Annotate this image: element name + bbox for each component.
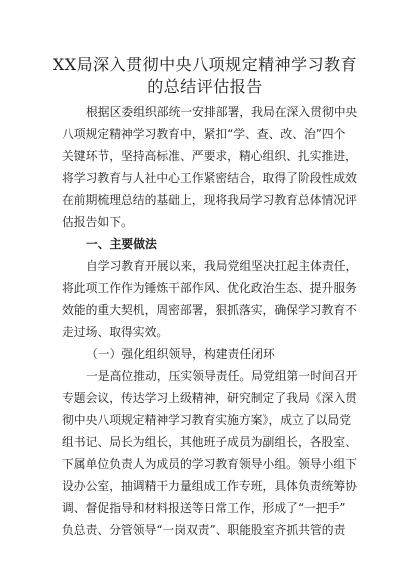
document-title-line-1: XX局深入贯彻中央八项规定精神学习教育 [52, 55, 358, 74]
body-line: 将此项工作作为锤炼干部作风、优化政治生态、提升服务 [62, 281, 357, 295]
subsection-heading: （一）强化组织领导，构建责任闭环 [86, 347, 275, 361]
body-line: 下属单位负责人为成员的学习教育领导小组。领导小组下 [62, 457, 357, 471]
document-title-line-2: 的总结评估报告 [147, 77, 263, 96]
body-line: 设办公室，抽调精干力量组成工作专班，具体负责统筹协 [62, 479, 357, 493]
body-line: 走过场、取得实效。 [62, 325, 169, 339]
body-line: 专题会议，传达学习上级精神，研究制定了我局《深入贯 [62, 391, 357, 405]
body-line: 调、督促指导和材料报送等日常工作，形成了“一把手” [62, 501, 346, 515]
body-line: 效能的重大契机，周密部署，狠抓落实，确保学习教育不 [62, 303, 357, 317]
body-line: 关键环节，坚持高标准、严要求，精心组织、扎实推进， [62, 149, 357, 163]
body-line: 在前期梳理总结的基础上，现将我局学习教育总体情况评 [62, 193, 357, 207]
body-line: 彻中央八项规定精神学习教育实施方案》，成立了以局党 [62, 413, 352, 427]
body-line: 八项规定精神学习教育中，紧扣“学、查、改、治”四个 [62, 127, 346, 141]
body-line: 一是高位推动，压实领导责任。局党组第一时间召开 [86, 369, 358, 383]
body-line: 自学习教育开展以来，我局党组坚决扛起主体责任， [86, 259, 358, 273]
body-line: 将学习教育与人社中心工作紧密结合，取得了阶段性成效 [62, 171, 357, 185]
body-line: 根据区委组织部统一安排部署，我局在深入贯彻中央 [86, 105, 358, 119]
body-line: 估报告如下。 [62, 215, 133, 229]
body-line: 负总责、分管领导“一岗双责”、职能股室齐抓共管的责 [62, 523, 346, 537]
body-line: 组书记、局长为组长，其他班子成员为副组长，各股室、 [62, 435, 357, 449]
section-heading: 一、主要做法 [86, 237, 157, 251]
